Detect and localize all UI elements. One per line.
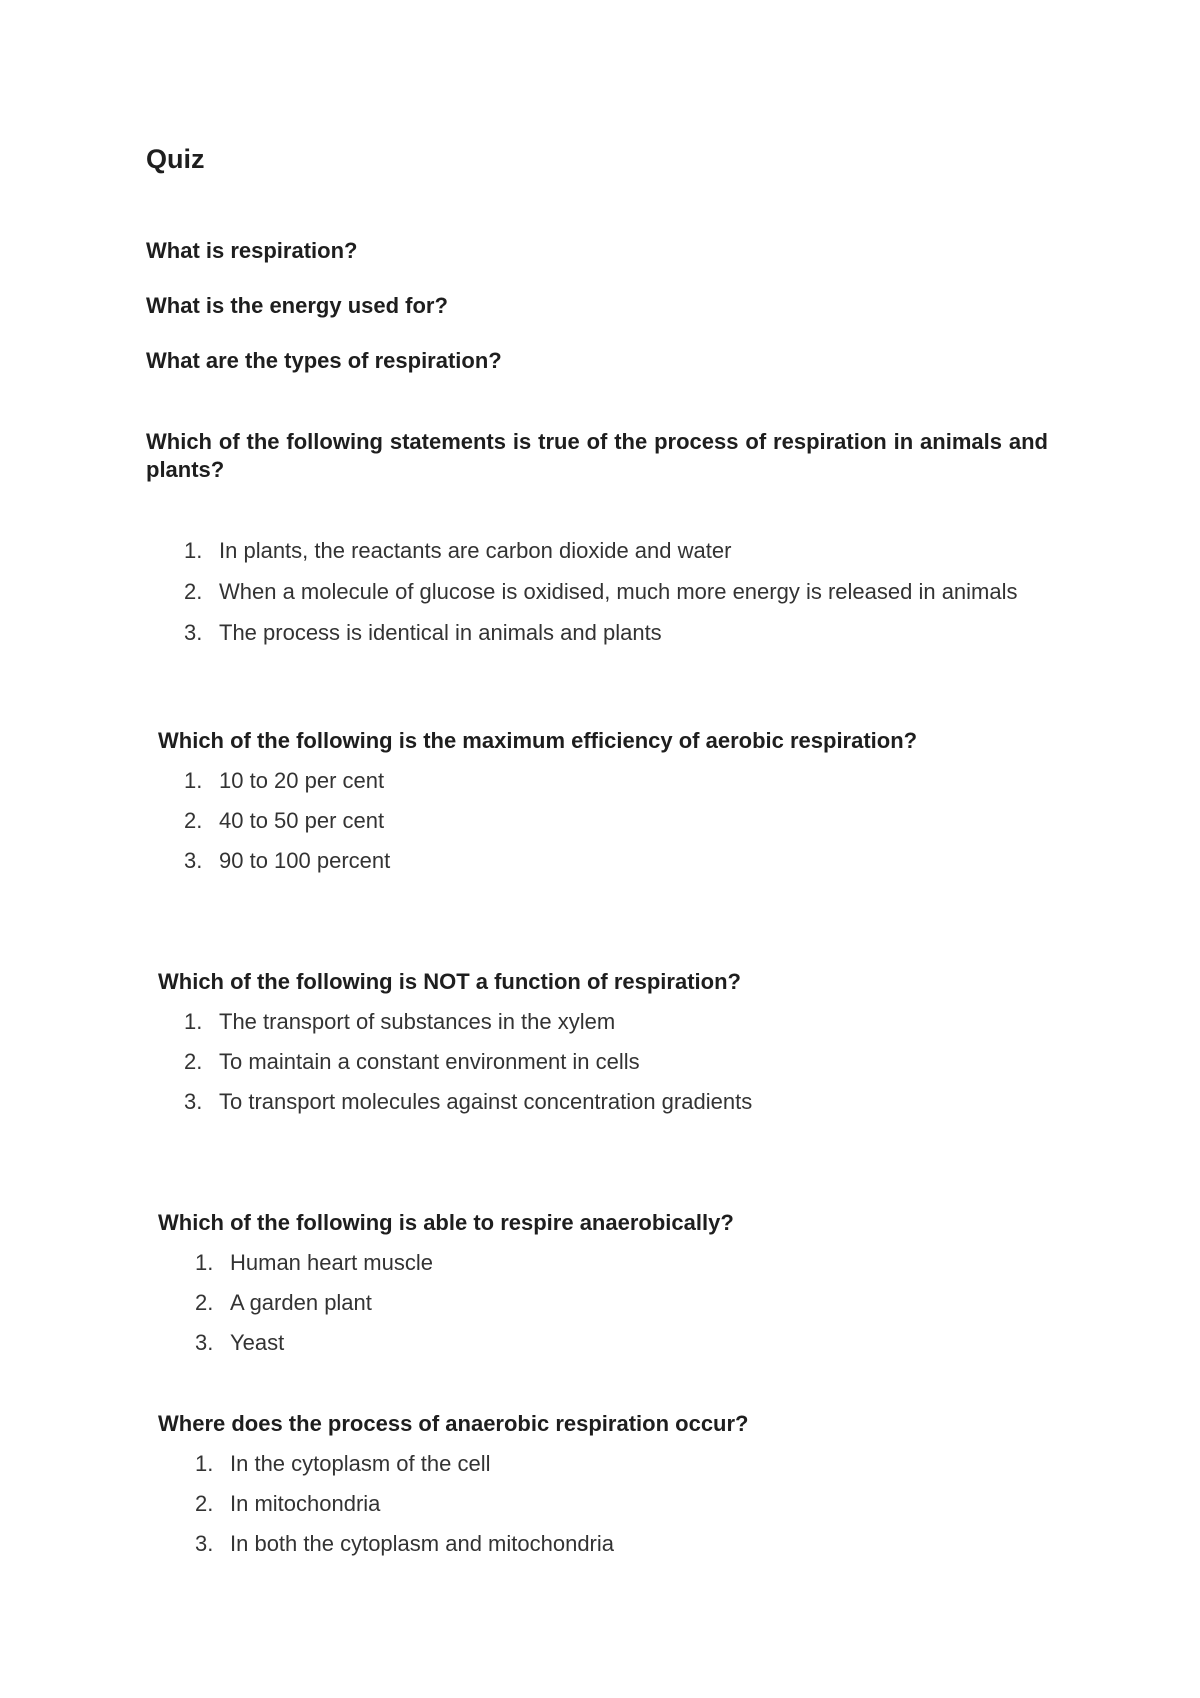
option-item — [146, 1490, 614, 1517]
option-text: 90 to 100 percent — [219, 848, 391, 873]
page-title: Quiz — [146, 144, 205, 174]
option-number: 3. — [184, 848, 203, 873]
option-text: 40 to 50 per cent — [219, 808, 385, 833]
option-number: 1. — [195, 1451, 214, 1476]
option-item — [146, 767, 390, 794]
option-text: To maintain a constant environment in cells — [219, 1049, 640, 1074]
option-number: 3. — [195, 1330, 214, 1355]
option-number: 1. — [195, 1250, 214, 1275]
option-item — [146, 619, 1059, 646]
option-text: The transport of substances in the xylem — [219, 1009, 616, 1034]
option-item — [146, 1088, 752, 1115]
option-text: When a molecule of glucose is oxidised, much more energy is released in animals — [219, 579, 1018, 604]
question-2-options — [146, 767, 390, 874]
option-item — [146, 847, 390, 874]
option-number: 2. — [195, 1491, 214, 1516]
question-5-options — [146, 1450, 614, 1557]
option-text: To transport molecules against concentration gradients — [219, 1089, 753, 1114]
option-item — [146, 1289, 433, 1316]
question-4: Which of the following is able to respire anaerobically? — [158, 1210, 734, 1235]
option-item — [146, 1329, 433, 1356]
option-item — [146, 1008, 752, 1035]
option-item — [146, 1530, 614, 1557]
option-number: 2. — [184, 1049, 203, 1074]
option-text: The process is identical in animals and plants — [219, 620, 662, 645]
option-number: 3. — [195, 1531, 214, 1556]
option-item — [146, 807, 390, 834]
option-number: 2. — [195, 1290, 214, 1315]
open-question-2: What is the energy used for? — [146, 293, 448, 318]
question-2: Which of the following is the maximum efficiency of aerobic respiration? — [158, 728, 918, 753]
open-question-3: What are the types of respiration? — [146, 348, 502, 373]
option-text: A garden plant — [230, 1290, 372, 1315]
option-text: Human heart muscle — [230, 1250, 433, 1275]
option-number: 3. — [184, 620, 203, 645]
option-item — [146, 1249, 433, 1276]
option-text: Yeast — [230, 1330, 285, 1355]
question-1: Which of the following statements is true of the process of respiration in animals and plants? — [146, 429, 1048, 482]
option-text: In both the cytoplasm and mitochondria — [230, 1531, 615, 1556]
option-item — [146, 1450, 614, 1477]
option-number: 1. — [184, 1009, 203, 1034]
option-text: In the cytoplasm of the cell — [230, 1451, 491, 1476]
question-4-options — [146, 1249, 433, 1356]
option-item — [146, 537, 1059, 564]
option-text: 10 to 20 per cent — [219, 768, 385, 793]
option-text: In plants, the reactants are carbon dioxide and water — [219, 538, 732, 563]
option-number: 1. — [184, 538, 203, 563]
open-question-1: What is respiration? — [146, 238, 358, 263]
question-5: Where does the process of anaerobic respiration occur? — [158, 1411, 749, 1436]
question-3-options — [146, 1008, 752, 1115]
option-number: 3. — [184, 1089, 203, 1114]
option-item — [146, 1048, 752, 1075]
option-number: 2. — [184, 808, 203, 833]
option-number: 1. — [184, 768, 203, 793]
question-1-options — [146, 537, 1059, 646]
option-item — [146, 578, 1059, 605]
question-3: Which of the following is NOT a function of respiration? — [158, 969, 741, 994]
option-text: In mitochondria — [230, 1491, 381, 1516]
option-number: 2. — [184, 579, 203, 604]
